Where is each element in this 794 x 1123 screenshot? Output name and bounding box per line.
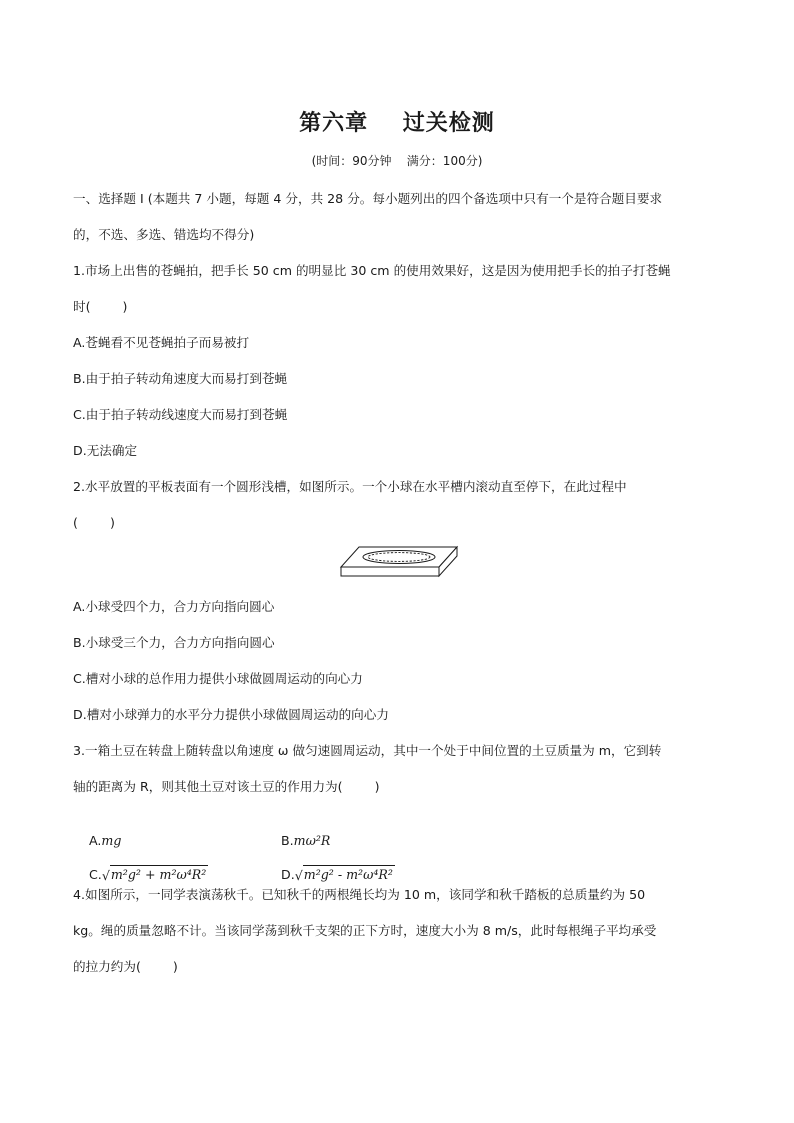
square-root-sign-icon: √ xyxy=(101,867,110,883)
page-title: 第六章 过关检测 xyxy=(299,110,495,136)
section-instructions-line-1: 一、选择题 I (本题共 7 小题，每题 4 分，共 28 分。每小题列出的四个备选项中只有一个是符合题目要求 xyxy=(73,191,663,206)
question-2-option-b: B.小球受三个力，合力方向指向圆心 xyxy=(73,635,275,650)
square-root-sign-icon: √ xyxy=(294,867,303,883)
question-4-stem-line-2: kg。绳的质量忽略不计。当该同学荡到秋千支架的正下方时，速度大小为 8 m/s，此时每根绳子平均承受 xyxy=(73,923,657,938)
exam-info: (时间：90分钟 满分：100分) xyxy=(311,154,483,168)
question-3-stem-line-1: 3.一箱土豆在转盘上随转盘以角速度 ω 做匀速圆周运动，其中一个处于中间位置的土豆质量为 m，它到转 xyxy=(73,743,662,758)
option-letter: D. xyxy=(281,867,295,882)
question-1-stem-line-1: 1.市场上出售的苍蝇拍，把手长 50 cm 的明显比 30 cm 的使用效果好，这是因为使用把手长的拍子打苍蝇 xyxy=(73,263,671,278)
section-instructions-line-2: 的，不选、多选、错选均不得分) xyxy=(73,227,255,242)
question-1-stem-line-2: 时( ) xyxy=(73,299,128,314)
option-expression: m²g² - m²ω⁴R² xyxy=(303,867,393,882)
option-expression: mω²R xyxy=(293,833,331,848)
question-2-stem-line-2: ( ) xyxy=(73,515,115,530)
question-1-option-d: D.无法确定 xyxy=(73,443,138,458)
question-2-option-d: D.槽对小球弹力的水平分力提供小球做圆周运动的向心力 xyxy=(73,707,389,722)
question-2-option-a: A.小球受四个力，合力方向指向圆心 xyxy=(73,599,275,614)
question-2-stem-line-1: 2.水平放置的平板表面有一个圆形浅槽，如图所示。一个小球在水平槽内滚动直至停下，在此过程中 xyxy=(73,479,627,494)
question-1-option-a: A.苍蝇看不见苍蝇拍子而易被打 xyxy=(73,335,250,350)
question-4-stem-line-3: 的拉力约为( ) xyxy=(73,959,178,974)
option-letter: C. xyxy=(89,867,102,882)
option-expression: mg xyxy=(101,833,122,848)
option-letter: B. xyxy=(281,833,294,848)
question-1-option-b: B.由于拍子转动角速度大而易打到苍蝇 xyxy=(73,371,288,386)
option-letter: A. xyxy=(89,833,102,848)
plate-with-circular-groove-figure xyxy=(339,543,459,579)
question-1-option-c: C.由于拍子转动线速度大而易打到苍蝇 xyxy=(73,407,288,422)
question-2-option-c: C.槽对小球的总作用力提供小球做圆周运动的向心力 xyxy=(73,671,363,686)
question-4-stem-line-1: 4.如图所示，一同学表演荡秋千。已知秋千的两根绳长均为 10 m，该同学和秋千踏板的总质量约为 50 xyxy=(73,887,646,902)
option-expression: m²g² + m²ω⁴R² xyxy=(110,867,207,882)
question-3-stem-line-2: 轴的距离为 R，则其他土豆对该土豆的作用力为( ) xyxy=(73,779,380,794)
